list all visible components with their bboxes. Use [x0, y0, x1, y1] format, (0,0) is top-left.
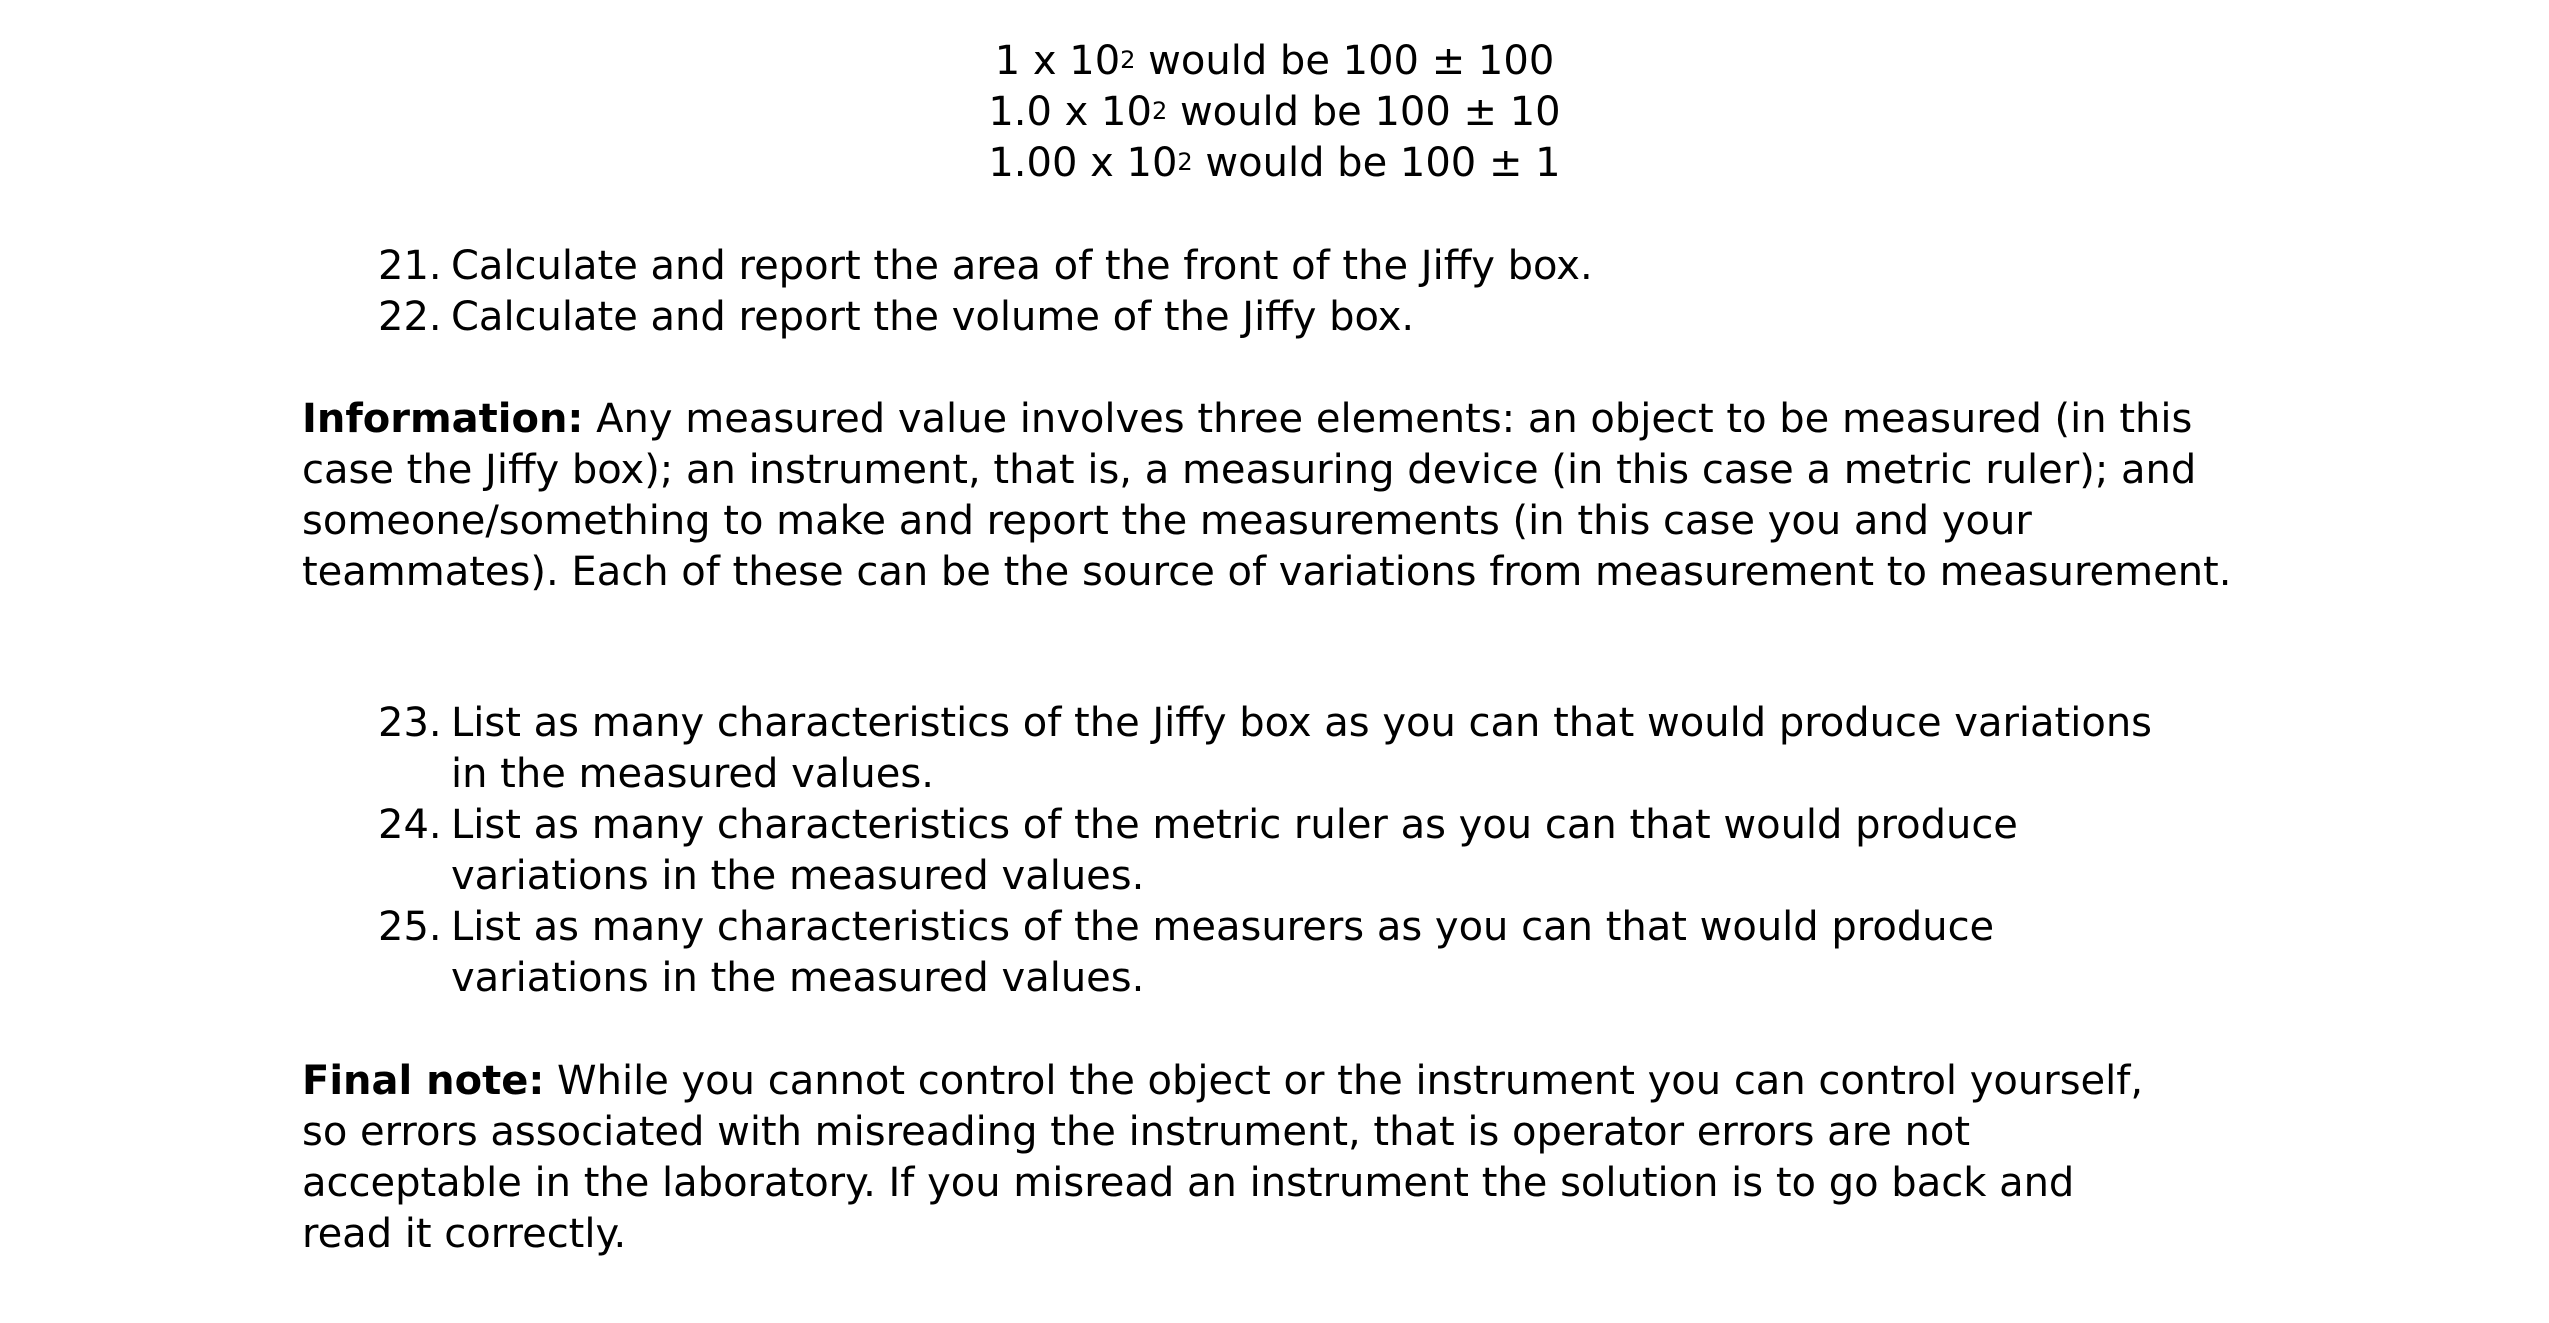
information-paragraph [302, 394, 2282, 598]
final-note-line: read it correctly. [302, 1211, 627, 1257]
example-line: 1.00 x $10^2$ would be 100 ± 1 [988, 140, 1561, 186]
list-item [378, 292, 2278, 343]
exponent: 2 [1177, 148, 1193, 176]
item-text-line: variations in the measured values. [451, 955, 1145, 1001]
item-text-line: in the measured values. [451, 751, 934, 797]
item-number: 25. [378, 904, 442, 950]
exponent: 2 [1151, 97, 1168, 125]
list-item [378, 698, 2278, 800]
example-line: 1 x $10^2$ would be 100 ± 100 [994, 38, 1555, 84]
item-text: Calculate and report the area of the front of the Jiffy box. [451, 243, 1593, 289]
final-note-line: so errors associated with misreading the instrument, that is operator errors are not [302, 1109, 1971, 1155]
item-text-line: List as many characteristics of the measurers as you can that would produce [451, 904, 1995, 950]
item-text-line: List as many characteristics of the metric ruler as you can that would produce [451, 802, 2018, 848]
example-line: 1.0 x $10^2$ would be 100 ± 10 [988, 89, 1561, 135]
information-label: Information: [302, 396, 584, 442]
item-text-line: List as many characteristics of the Jiffy box as you can that would produce variations [451, 700, 2153, 746]
item-text: Calculate and report the volume of the Jiffy box. [451, 294, 1415, 340]
information-body: Any measured value involves three elements: an object to be measured (in this case the Jiffy box); an instrument, that is, a measuring device (in this case a metric ruler); and someone/something to make and report the measurements (in this case you and your teammates). Each of these can be the source of variations from measurement to measurement. [302, 396, 2232, 595]
item-number: 21. [378, 243, 442, 289]
exponent: 2 [1120, 46, 1136, 74]
list-item [378, 800, 2278, 902]
item-number: 22. [378, 294, 442, 340]
item-text-line: variations in the measured values. [451, 853, 1145, 899]
question-list-b [378, 698, 2278, 1004]
final-note-line: Final note: While you cannot control the object or the instrument you can control yourself, [302, 1058, 2144, 1104]
list-item [378, 241, 2278, 292]
final-note-paragraph [302, 1056, 2282, 1260]
final-note-line: acceptable in the laboratory. If you misread an instrument the solution is to go back and [302, 1160, 2075, 1206]
significant-figure-examples [0, 36, 2549, 189]
item-number: 24. [378, 802, 442, 848]
final-note-label: Final note: [302, 1058, 545, 1104]
list-item [378, 902, 2278, 1004]
item-number: 23. [378, 700, 442, 746]
question-list-a [378, 241, 2278, 343]
